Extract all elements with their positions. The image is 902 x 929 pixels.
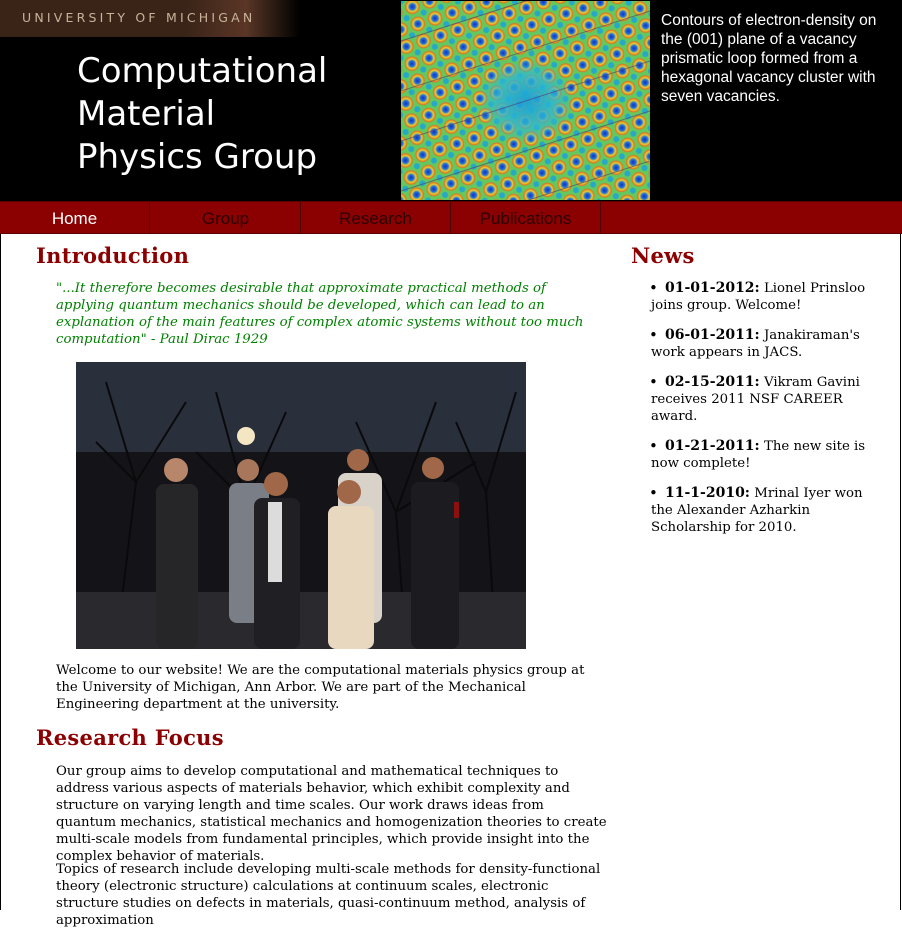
- university-name: UNIVERSITY OF MICHIGAN: [22, 10, 256, 25]
- news-heading: News: [631, 243, 695, 268]
- news-text: The new site is now complete!: [651, 439, 866, 471]
- news-text: Mrinal Iyer won the Alexander Azharkin Scholarship for 2010.: [651, 486, 863, 535]
- news-item: [631, 374, 871, 425]
- dirac-quote: "...It therefore becomes desirable that approximate practical methods of applying quantum mechanics should be developed, which can lead to an explanation of the main features of complex atomic systems without too much computation" - Paul Dirac 1929: [56, 281, 584, 347]
- group-photo: [76, 362, 526, 649]
- welcome-text: Welcome to our website! We are the computational materials physics group at the University of Michigan, Ann Arbor. We are part of the Mechanical Engineering department at the university.: [56, 663, 585, 712]
- site-title: [77, 50, 327, 179]
- nav-publications[interactable]: Publications: [451, 202, 601, 233]
- news-list: [631, 280, 871, 549]
- news-text: Lionel Prinsloo joins group. Welcome!: [651, 281, 866, 313]
- research-focus-paragraph-1: Our group aims to develop computational and mathematical techniques to address various aspects of materials behavior, which exhibit complexity and structure on varying length and time scales. Our work draws ideas from quantum mechanics, statistical mechanics and homogenization theories to create multi-scale models from fundamental principles, which provide insight into the complex behavior of materials.: [56, 764, 607, 864]
- site-title-line-2: Material: [77, 94, 216, 134]
- site-title-line-1: Computational: [77, 51, 328, 91]
- intro-heading: Introduction: [36, 243, 190, 268]
- news-date: 01-21-2011:: [665, 438, 760, 454]
- university-banner[interactable]: [0, 0, 300, 37]
- image-caption: Contours of electron-density on the (001) plane of a vacancy prismatic loop formed from a hexagonal vacancy cluster with seven vacancies.: [661, 12, 877, 105]
- nav-research[interactable]: Research: [301, 202, 451, 233]
- nav-group[interactable]: Group: [151, 202, 301, 233]
- news-item: [631, 438, 871, 472]
- news-date: 01-01-2012:: [665, 280, 760, 296]
- news-text: Vikram Gavini receives 2011 NSF CAREER award.: [651, 375, 860, 424]
- news-date: 11-1-2010:: [665, 485, 750, 501]
- electron-density-image: [401, 1, 650, 200]
- news-item: [631, 280, 871, 314]
- content-border-right: [900, 234, 901, 910]
- site-title-line-3: Physics Group: [77, 137, 318, 177]
- nav-home[interactable]: Home: [0, 202, 150, 233]
- content-border-left: [0, 234, 1, 910]
- news-item: [631, 327, 871, 361]
- news-date: 02-15-2011:: [665, 374, 760, 390]
- news-date: 06-01-2011:: [665, 327, 760, 343]
- site-header: [0, 0, 902, 201]
- research-focus-heading: Research Focus: [36, 725, 224, 750]
- news-text: Janakiraman's work appears in JACS.: [651, 328, 860, 360]
- news-item: [631, 485, 871, 536]
- main-nav: [0, 201, 902, 234]
- research-focus-paragraph-2: Topics of research include developing multi-scale methods for density-functional theory (electronic structure) calculations at continuum scales, electronic structure studies on defects in materials, quasi-continuum method, analysis of approximation: [56, 862, 601, 928]
